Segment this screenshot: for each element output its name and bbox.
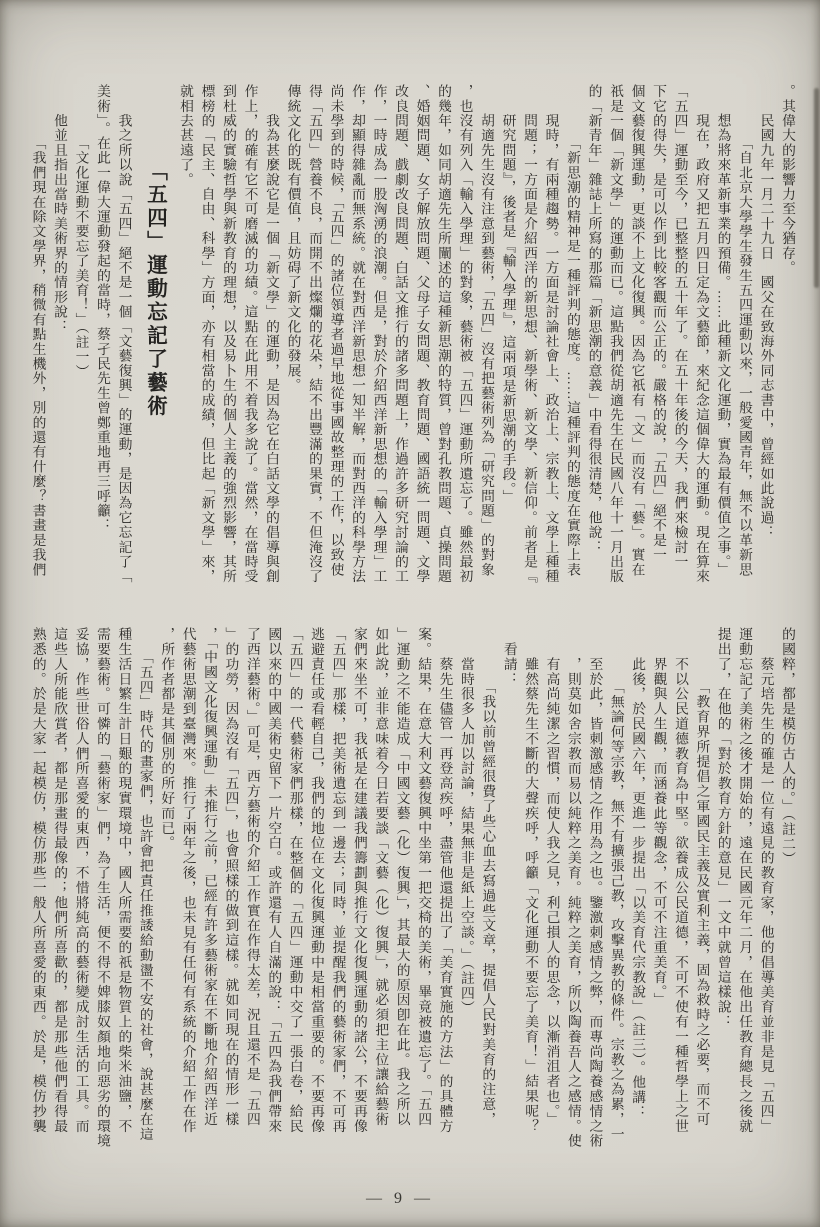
text-column: 國以來的中國美術史留下一片空白。或許還有人自滿的說：「五四為我們帶來	[266, 627, 282, 1134]
text-column: 作，却顯得雜亂而無系統。就在對西洋新思想一知半解，而對西洋的科學方法	[350, 84, 365, 584]
text-column: 了西洋藝術。」可是，西方藝術的介紹工作實在作得太差，況且還不是「五四	[244, 627, 260, 1127]
text-column: 代藝術思潮到臺灣來。推行了兩年之後，也未見有任何有系統的介紹工作在作	[180, 627, 196, 1134]
text-column: 「無論何等宗教，無不有擴張己教，攻擊異教的條件。宗教之為累，一	[608, 627, 624, 1142]
text-column: 有高尚純潔之習慣，而使人我之見，利己損人的思念，以漸消沮者也。」	[544, 627, 560, 1127]
text-column: 「自北京大學學生發生五四運動以來，一般愛國青年，無不以革新思	[737, 84, 752, 577]
top-columns-after	[27, 84, 135, 614]
text-column: 標榜的「民主、自由、科學」方面，亦有相當的成績，但比起「新文學」來，	[199, 84, 215, 584]
text-column: 妥協，作些世俗人們所喜愛的東西，不惜將純高的藝術變成討生活的工具。而	[73, 627, 89, 1134]
article-title: 「五四」運動忘記了藝術	[143, 160, 166, 419]
text-column: 改良問題、戲劇改良問題、白話文推行的諸多問題上，作過許多研究討論的工	[393, 84, 408, 584]
text-column: 」的功勞，因為沒有「五四」，也會照樣的做到這樣。就如同現在的情形一樣	[223, 627, 239, 1127]
text-column: 運動忘記了美術之後才開始的，遠在民國元年二月，在他出任教育總長之後就	[737, 627, 753, 1134]
text-column: 現在，政府又把五月四日定為文藝節，來紀念這個偉大的運動。現在算來	[694, 84, 709, 584]
text-column: 雖然蔡先生不斷的大聲疾呼，呼籲「文化運動不要忘了美育！」結果呢？	[523, 627, 539, 1134]
text-column: 「五四」運動至今，已整整的五十年了。在五十年後的今天，我們來檢討一	[672, 84, 688, 570]
text-column: ，也沒有列入「輸入學理」的對象，藝術被「五四」運動所遺忘了。雖然最初	[457, 84, 473, 584]
text-column: 美術」。在此一偉大運動發起的當時，蔡孑民先生曾鄭重地再三呼籲：	[95, 84, 110, 533]
text-column: 至於此，皆刺激感情之作用為之也。鑒激刺感情之弊，而專尚陶養感情之術	[587, 627, 603, 1149]
text-column: 研究問題』，後者是『輸入學理』，這兩項是新思潮的手段。」	[500, 84, 516, 505]
text-column: 胡適先生沒有注意到藝術，「五四」沒有把藝術列為「研究問題」的對象	[479, 84, 494, 577]
text-column: 「我們現在除文學界，稍微有點生機外，別的還有什麼？書畫是我們	[30, 84, 46, 577]
text-column: 蔡元培先生的確是一位有遠見的教育家，他的倡導美育並非是見「五四」	[758, 627, 774, 1134]
text-column: 到杜威的實驗哲學與新教育的理想，以及易卜生的個人主義的強烈影響，其所	[221, 84, 236, 584]
text-column: 家們來坐不可，我祇是在建議我們籌劃與推行文化復興運動的諸公，不要再像	[351, 627, 367, 1134]
text-column: 「五四」的一代藝術家們那樣，在整個的「五四」運動中交了一張白卷，給民	[287, 627, 303, 1134]
text-column: 種生活日繁生計日艱的現實環境中，國人所需要的祇是物質上的柴米油鹽，不	[116, 627, 132, 1134]
text-column: 就相去甚遠了。	[178, 84, 193, 187]
text-column: 當時很多人加以討論，結果無非是紙上空談。」（註四）	[458, 627, 474, 1016]
text-column: 「五四」那樣，把美術遺忘到一邊去；同時，並提醒我們的藝術家們，不可再	[330, 627, 346, 1134]
text-column: 「文化運動不要忘了美育！」（註一）	[73, 84, 89, 379]
text-column: 民國九年一月二十九日 國父在致海外同志書中，曾經如此說過：	[758, 84, 774, 540]
text-column: 「新思潮的精神是一種評判的態度。……這種評判的態度在實際上表	[565, 84, 580, 577]
top-columns-before	[175, 84, 799, 614]
text-column: 「我以前曾經很費了些心血去寫過些文章，提倡人民對美育的注意，	[480, 627, 496, 1127]
text-column: 作上，的確有它不可磨滅的功績。這點在此用不着我多說了。當然，在當時受	[242, 84, 258, 584]
text-column: 界觀與人生觀，而涵養此等觀念，不可不注重美育。」	[651, 627, 667, 1008]
text-column: 需要藝術。可憐的「藝術家」們，為了生活，便不得不婢膝奴顏地向惡劣的環境	[95, 627, 110, 1149]
text-column: 我為甚麼說它是一個「新文學」的運動，是因為它在白話文學的倡導與創	[264, 84, 279, 584]
text-column: 我之所以說「五四」絕不是一個「文藝復興」的運動，是因為它忘記了「	[116, 84, 132, 584]
text-column: 的幾年，如同胡適先生所闡述的這種新思潮的特質，曾對孔教問題、貞操問題	[436, 84, 451, 584]
text-column: 「教育界所提倡之軍國民主義及實利主義，固為救時之必要，而不可	[694, 627, 710, 1127]
text-column: 這些人所能欣賞者，都是那畫得最像的；他們所喜歡的，都是那些他們看得最	[52, 627, 68, 1134]
text-column: 傳統文化的既有價值，且妨碍了新文化的發展。	[285, 84, 301, 393]
text-column: 得「五四」營養不良，而開不出燦爛的花朵，結不出豐滿的果實，不但淹沒了	[307, 84, 322, 584]
text-column: 的國粹，都是模仿古人的。」（註二）	[780, 627, 795, 867]
text-column: 看請：	[501, 627, 517, 687]
top-text-block	[24, 84, 798, 614]
text-column: 個文藝復興運動，更談不上文化復興。因為它祇有「文」而沒有「藝」。實在	[629, 84, 645, 577]
text-column: 「五四」時代的畫家們，也許會把責任推諉給動盪不安的社會，說甚麼在這	[137, 627, 153, 1142]
text-column: ，所作者都是其個別的所好而已。	[159, 627, 175, 851]
text-column: 現時，有兩種趨勢。一方面是討論社會上、政治上、宗教上、文學上種種	[543, 84, 559, 584]
text-column: 、婚姻問題、女子解放問題、父母子女問題、教育問題、國語統一問題、文學	[414, 84, 430, 584]
text-column: 。其偉大的影響力至今猶存。	[780, 84, 795, 276]
text-column: 祇是一個「新文學」的運動而已。這點我們從胡適先生在民國八年十一月出版	[608, 84, 623, 584]
text-column: ，則莫如舍宗教而易以純粹之美育。純粹之美育，所以陶養吾人之感情。使	[565, 627, 581, 1149]
text-column: 的「新青年」雜誌上所寫的那篇「新思潮的意義」中看得很清楚，他說：	[586, 84, 602, 555]
text-column: 想為將來革新事業的預備。……此種新文化運動，實為最有價值之事。」	[715, 84, 731, 577]
text-column: 提出了，在他的「對於教育方針的意見」一文中就曾這樣說：	[715, 627, 731, 1030]
text-column: 逃避責任或看輕自己，我們的地位在文化復興運動中是相當重要的。不要再像	[309, 627, 325, 1134]
text-column: ，「中國文化復興運動」未推行之前，已經有許多藝術家在不斷地介紹西洋近	[202, 627, 218, 1127]
text-column: 案。結果，在意大利文藝復興中坐第一把交椅的美術，畢竟被遺忘了。「五四	[416, 627, 432, 1127]
text-column: 作，一時成為一股洶湧的浪潮。但是，對於介紹西洋新思想的「輸入學理」工	[371, 84, 387, 584]
text-column: 此後，於民國六年，更進一步提出「以美育代宗教說」（註三）。他講：	[630, 627, 646, 1120]
page-number: — 9 —	[366, 1190, 434, 1207]
bottom-text-block	[24, 627, 798, 1179]
text-column: 尚未學到的時候，「五四」的諸位領導者過早地從事國故整理的工作，以致使	[328, 84, 344, 577]
text-column: 蔡先生儘管一再登高疾呼，盡管他還提出了「美育實施的方法」的具體方	[437, 627, 453, 1134]
text-column: 下它的得失，是可以作到比較客觀而公正的。嚴格的說，「五四」絕不是一	[651, 84, 666, 563]
text-column: 不以公民道德教育為中堅。欲養成公民道德，不可不使有一種哲學上之世	[672, 627, 688, 1134]
text-column: 如此說，並非意味着今日若要談「文藝（化）復興」，就必須把主位讓給藝術	[373, 627, 389, 1127]
text-column: 他並且指出當時美術界的情形說：	[52, 84, 67, 334]
text-column: 」運動之不能造成「中國文藝（化）復興」，其最大的原因卽在此。我之所以	[394, 627, 410, 1127]
text-column: 熟悉的。於是大家一起模仿，模仿那些一般人所喜愛的東西。於是，模仿抄襲	[30, 627, 46, 1134]
scan-edge-artifact	[814, 88, 819, 288]
text-column: 問題；一方面是介紹西洋的新思想、新學術、新文學、新信仰。前者是『	[522, 84, 537, 584]
